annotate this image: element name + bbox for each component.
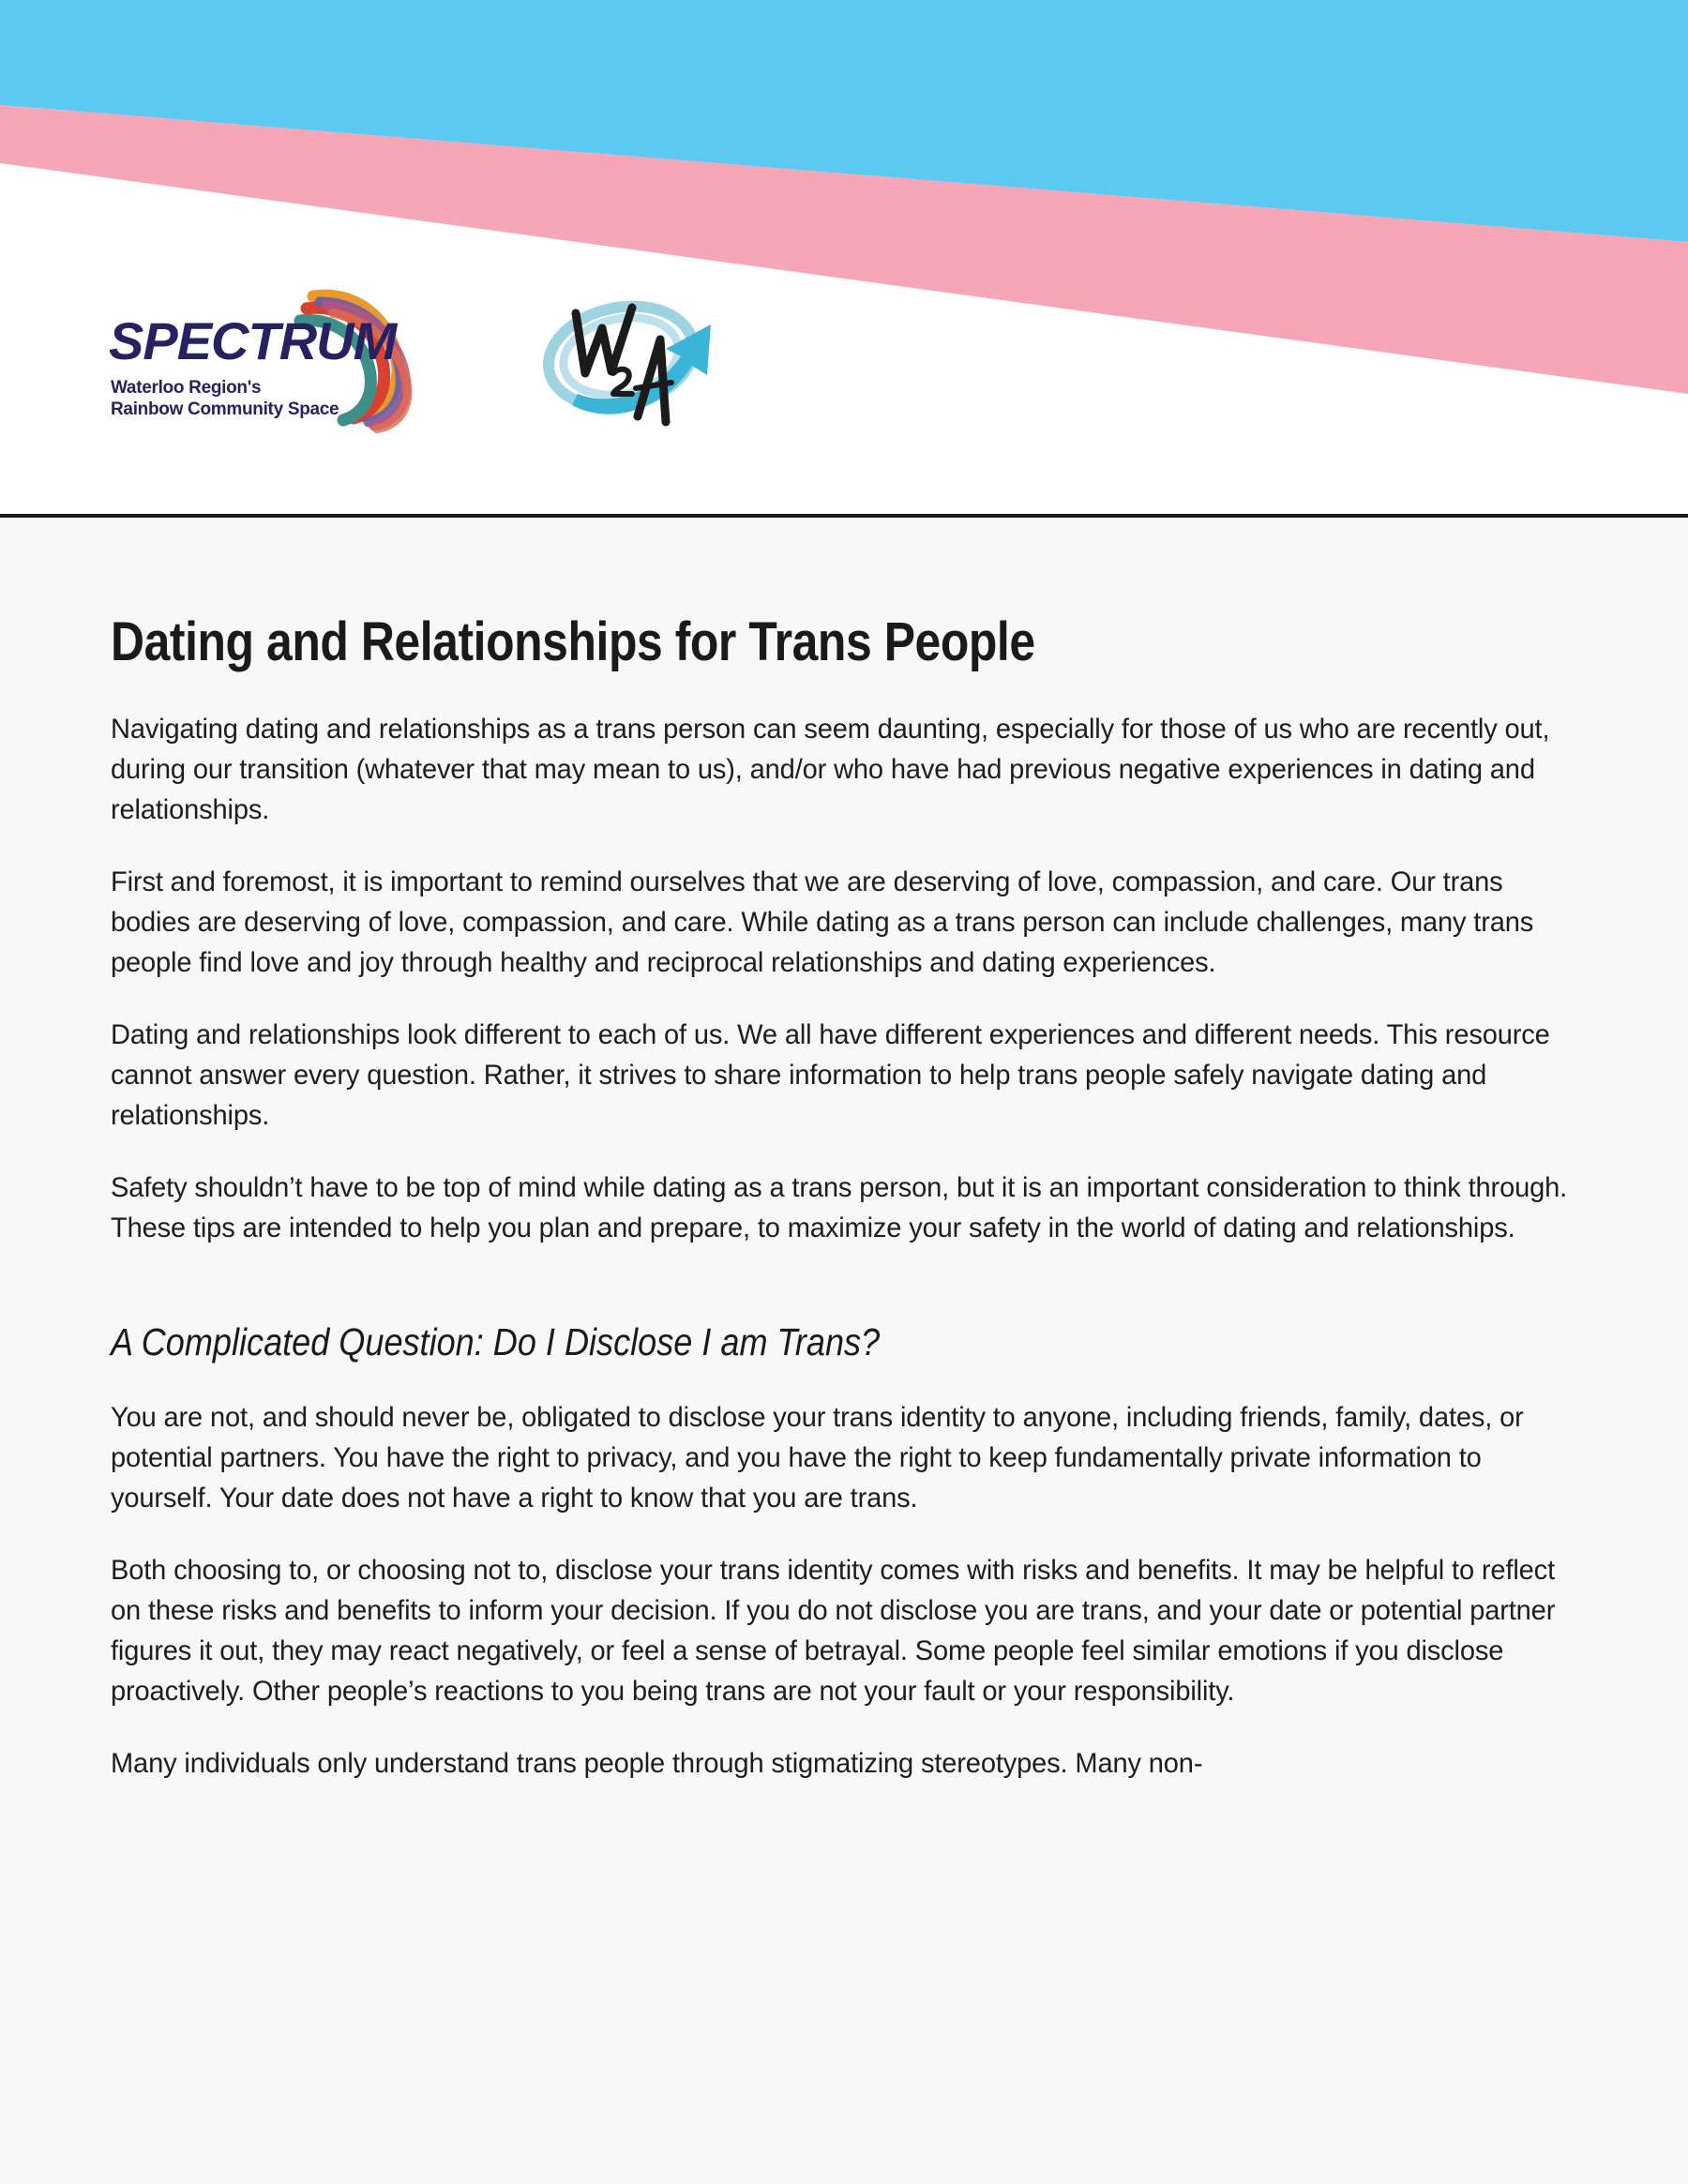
spectrum-tagline (111, 377, 339, 420)
w2a-swoosh-icon (523, 283, 730, 433)
section-heading-disclosure: A Complicated Question: Do I Disclose I am Trans? (111, 1319, 881, 1363)
section-paragraph-1: You are not, and should never be, obligated to disclose your trans identity to anyone, including friends, family, dates, or potential partners. You have the right to privacy, and you have the right to keep fundamentally private information to yourself. Your date does not have a right to know that you are trans. (111, 1401, 1524, 1514)
intro-paragraph-1: Navigating dating and relationships as a trans person can seem daunting, especially for those of us who are recently out, during our transition (whatever that may mean to us), and/or who have had previous negative experiences in dating and relationships. (111, 713, 1550, 825)
section-paragraph-3: Many individuals only understand trans people through stigmatizing stereotypes. Many non- (111, 1747, 1203, 1779)
page-title: Dating and Relationships for Trans People (111, 611, 1035, 672)
intro-paragraph-3: Dating and relationships look different to each of us. We all have different experiences and different needs. This resource cannot answer every question. Rather, it strives to share information to help trans people safely navigate dating and relationships. (111, 1018, 1550, 1131)
spectrum-wordmark: SPECTRUM (109, 311, 397, 370)
document-page (0, 519, 1688, 2184)
page-header (0, 0, 1688, 518)
section-paragraph-2: Both choosing to, or choosing not to, disclose your trans identity comes with risks and benefits. It may be helpful to reflect on these risks and benefits to inform your decision. If you do not disclose you are trans, and your date or potential partner figures it out, they may react negatively, or feel a sense of betrayal. Some people feel similar emotions if you disclose proactively. Other people’s reactions to you being trans are not your fault or your responsibility. (111, 1554, 1556, 1707)
spectrum-logo (105, 274, 433, 433)
intro-paragraph-4: Safety shouldn’t have to be top of mind while dating as a trans person, but it is an important consideration to think through. These tips are intended to help you plan and prepare, to maximize your safety in the world of dating and relationships. (111, 1171, 1568, 1243)
logo-row (105, 274, 730, 433)
spectrum-tagline-line2: Rainbow Community Space (111, 399, 339, 420)
intro-paragraph-2: First and foremost, it is important to remind ourselves that we are deserving of love, compassion, and care. Our trans bodies are deserving of love, compassion, and care. While dating as a trans person can include challenges, many trans people find love and joy through healthy and reciprocal relationships and dating experiences. (111, 866, 1534, 978)
w2a-logo (523, 283, 730, 433)
spectrum-tagline-line1: Waterloo Region's (111, 378, 262, 398)
document-content (111, 611, 1590, 1784)
header-divider-rule (0, 514, 1688, 518)
